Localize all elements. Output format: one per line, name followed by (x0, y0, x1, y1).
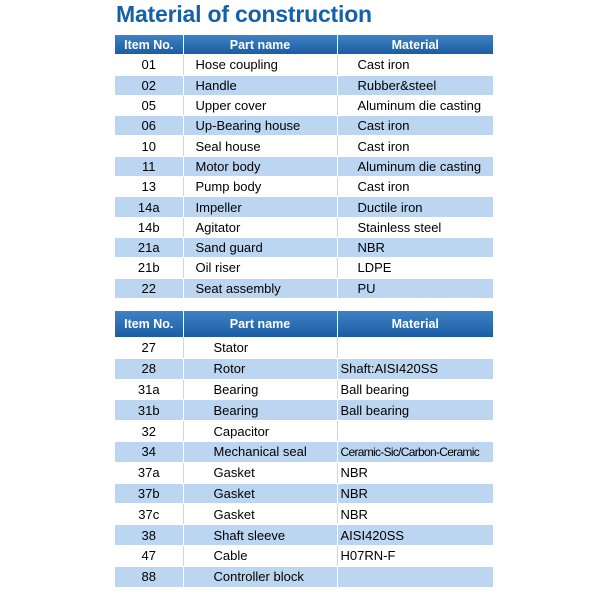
table-row (115, 379, 493, 400)
part-name-cell: Capacitor (183, 421, 337, 442)
part-name-cell: Upper cover (183, 95, 337, 115)
material-cell: Ceramic-Sic/Carbon-Ceramic (337, 441, 493, 462)
table-header-row (115, 311, 493, 338)
table-row (115, 156, 493, 176)
material-cell: Cast iron (337, 55, 493, 75)
item-no-cell: 01 (115, 55, 183, 75)
material-cell: Cast iron (337, 177, 493, 197)
item-no-cell: 38 (115, 525, 183, 546)
item-no-cell: 21b (115, 258, 183, 278)
item-no-cell: 10 (115, 136, 183, 156)
header-material: Material (337, 311, 493, 338)
material-cell: NBR (337, 504, 493, 525)
table-row (115, 278, 493, 298)
material-cell: Stainless steel (337, 217, 493, 237)
part-name-cell: Seat assembly (183, 278, 337, 298)
material-cell: Cast iron (337, 116, 493, 136)
table-row (115, 197, 493, 217)
part-name-cell: Bearing (183, 400, 337, 421)
item-no-cell: 11 (115, 156, 183, 176)
item-no-cell: 22 (115, 278, 183, 298)
table-row (115, 483, 493, 504)
table-row (115, 95, 493, 115)
part-name-cell: Stator (183, 338, 337, 359)
item-no-cell: 14b (115, 217, 183, 237)
item-no-cell: 21a (115, 237, 183, 257)
part-name-cell: Gasket (183, 483, 337, 504)
item-no-cell: 37c (115, 504, 183, 525)
item-no-cell: 37a (115, 462, 183, 483)
table-row (115, 55, 493, 75)
item-no-cell: 47 (115, 545, 183, 566)
material-cell (337, 566, 493, 587)
table-row (115, 75, 493, 95)
header-part-name: Part name (183, 35, 337, 55)
part-name-cell: Agitator (183, 217, 337, 237)
part-name-cell: Mechanical seal (183, 441, 337, 462)
table-row (115, 338, 493, 359)
material-cell: NBR (337, 237, 493, 257)
table-row (115, 566, 493, 587)
item-no-cell: 05 (115, 95, 183, 115)
part-name-cell: Seal house (183, 136, 337, 156)
part-name-cell: Pump body (183, 177, 337, 197)
part-name-cell: Hose coupling (183, 55, 337, 75)
item-no-cell: 28 (115, 358, 183, 379)
materials-table-1 (115, 35, 493, 299)
material-cell: LDPE (337, 258, 493, 278)
item-no-cell: 06 (115, 116, 183, 136)
material-cell: Shaft:AISI420SS (337, 358, 493, 379)
item-no-cell: 32 (115, 421, 183, 442)
part-name-cell: Oil riser (183, 258, 337, 278)
table-row (115, 217, 493, 237)
part-name-cell: Sand guard (183, 237, 337, 257)
item-no-cell: 31a (115, 379, 183, 400)
item-no-cell: 13 (115, 177, 183, 197)
table-row (115, 400, 493, 421)
table-row (115, 136, 493, 156)
table-row (115, 545, 493, 566)
item-no-cell: 31b (115, 400, 183, 421)
part-name-cell: Shaft sleeve (183, 525, 337, 546)
table-row (115, 525, 493, 546)
page-title: Material of construction (116, 1, 372, 27)
material-cell: Ductile iron (337, 197, 493, 217)
material-cell: Rubber&steel (337, 75, 493, 95)
part-name-cell: Gasket (183, 504, 337, 525)
material-cell: AISI420SS (337, 525, 493, 546)
item-no-cell: 27 (115, 338, 183, 359)
item-no-cell: 88 (115, 566, 183, 587)
header-item-no: Item No. (115, 35, 183, 55)
table-row (115, 441, 493, 462)
part-name-cell: Controller block (183, 566, 337, 587)
part-name-cell: Rotor (183, 358, 337, 379)
table-row (115, 504, 493, 525)
part-name-cell: Cable (183, 545, 337, 566)
item-no-cell: 37b (115, 483, 183, 504)
material-cell (337, 338, 493, 359)
material-cell: H07RN-F (337, 545, 493, 566)
part-name-cell: Bearing (183, 379, 337, 400)
material-cell: Ball bearing (337, 379, 493, 400)
material-cell (337, 421, 493, 442)
header-item-no: Item No. (115, 311, 183, 338)
item-no-cell: 02 (115, 75, 183, 95)
material-cell: NBR (337, 483, 493, 504)
table-row (115, 358, 493, 379)
table-row (115, 258, 493, 278)
item-no-cell: 34 (115, 441, 183, 462)
header-material: Material (337, 35, 493, 55)
part-name-cell: Handle (183, 75, 337, 95)
item-no-cell: 14a (115, 197, 183, 217)
part-name-cell: Motor body (183, 156, 337, 176)
material-cell: Aluminum die casting (337, 156, 493, 176)
table-row (115, 177, 493, 197)
table-row (115, 421, 493, 442)
table-row (115, 462, 493, 483)
table-row (115, 237, 493, 257)
part-name-cell: Up-Bearing house (183, 116, 337, 136)
table-header-row (115, 35, 493, 55)
material-cell: Ball bearing (337, 400, 493, 421)
table-row (115, 116, 493, 136)
material-cell: NBR (337, 462, 493, 483)
material-cell: Cast iron (337, 136, 493, 156)
material-cell: PU (337, 278, 493, 298)
materials-table-2 (115, 311, 493, 588)
header-part-name: Part name (183, 311, 337, 338)
material-cell: Aluminum die casting (337, 95, 493, 115)
part-name-cell: Gasket (183, 462, 337, 483)
part-name-cell: Impeller (183, 197, 337, 217)
